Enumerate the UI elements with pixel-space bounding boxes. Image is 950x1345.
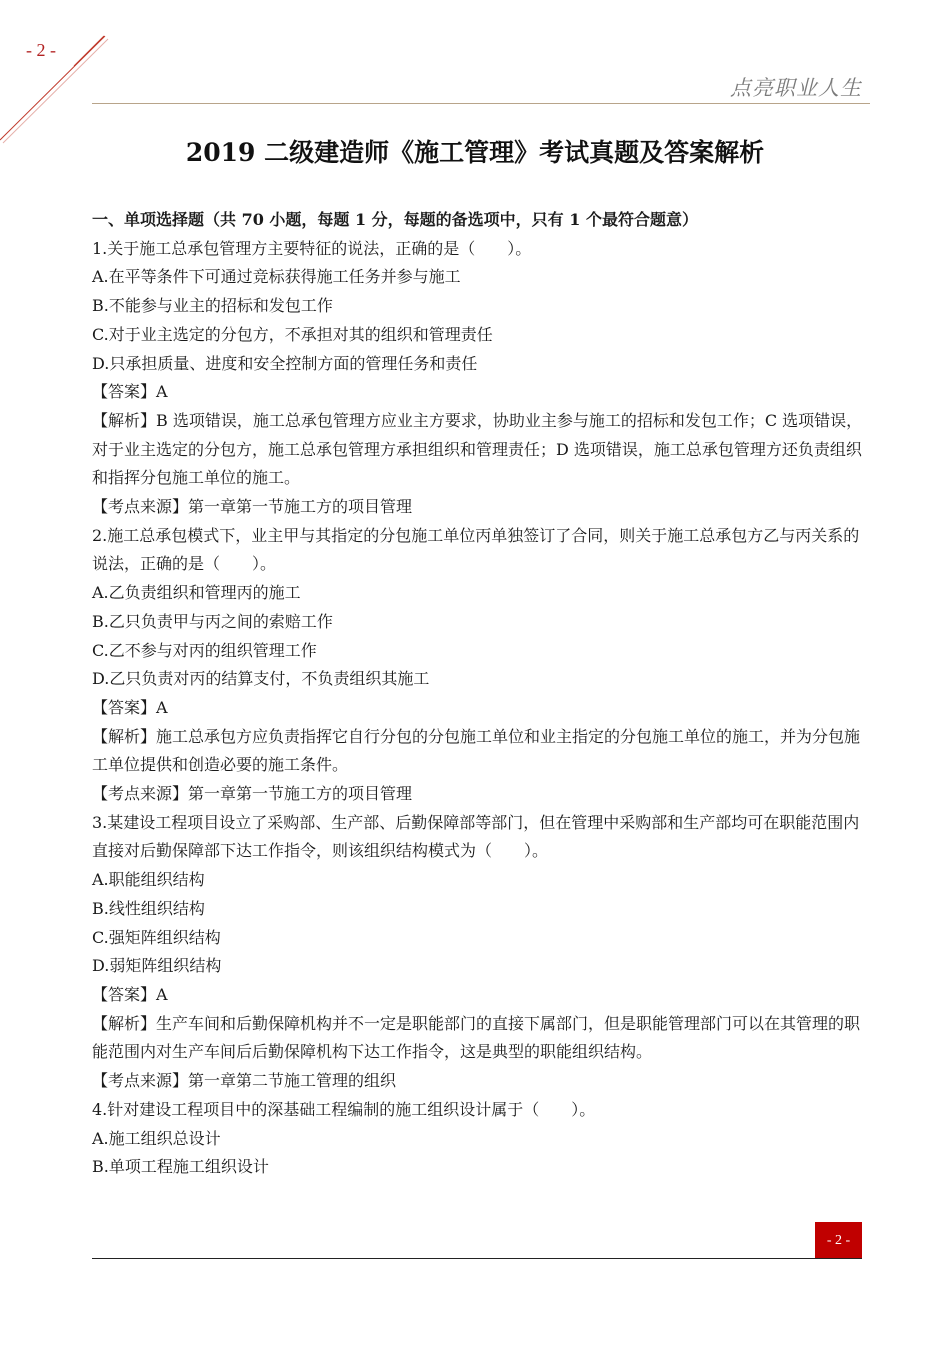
document-body (92, 206, 870, 1182)
document-title: 2019 二级建造师《施工管理》考试真题及答案解析 (185, 138, 765, 167)
question-stem: 4.针对建设工程项目中的深基础工程编制的施工组织设计属于（ ）。 (92, 1099, 596, 1119)
question-1 (92, 235, 870, 522)
question-4 (92, 1096, 870, 1182)
question-source: 【考点来源】第一章第一节施工方的项目管理 (92, 784, 413, 804)
footer-page-number: - 2 - (815, 1222, 862, 1259)
question-option: B.单项工程施工组织设计 (92, 1157, 269, 1177)
question-option: B.线性组织结构 (92, 898, 205, 918)
brand-slogan: 点亮职业人生 (730, 76, 862, 100)
question-option: C.乙不参与对丙的组织管理工作 (92, 640, 317, 660)
question-option: D.弱矩阵组织结构 (92, 956, 222, 976)
header-divider (92, 103, 870, 104)
question-stem: 2.施工总承包模式下，业主甲与其指定的分包施工单位丙单独签订了合同，则关于施工总承包方乙与丙关系的说法，正确的是（ ）。 (92, 525, 860, 574)
question-answer: 【答案】A (92, 382, 168, 402)
question-option: C.对于业主选定的分包方，不承担对其的组织和管理责任 (92, 324, 493, 344)
question-option: C.强矩阵组织结构 (92, 927, 221, 947)
question-analysis: 【解析】施工总承包方应负责指挥它自行分包的分包施工单位和业主指定的分包施工单位的施工，并为分包施工单位提供和创造必要的施工条件。 (92, 726, 861, 775)
question-3 (92, 809, 870, 1096)
question-option: B.不能参与业主的招标和发包工作 (92, 296, 333, 316)
question-option: A.在平等条件下可通过竞标获得施工任务并参与施工 (92, 267, 461, 287)
question-option: B.乙只负责甲与丙之间的索赔工作 (92, 611, 333, 631)
corner-decoration (0, 0, 120, 150)
question-option: A.职能组织结构 (92, 870, 205, 890)
question-source: 【考点来源】第一章第二节施工管理的组织 (92, 1071, 397, 1091)
question-answer: 【答案】A (92, 984, 168, 1004)
section-heading: 一、单项选择题（共 70 小题，每题 1 分，每题的备选项中，只有 1 个最符合题意） (92, 210, 698, 229)
footer-divider (92, 1258, 862, 1259)
question-analysis: 【解析】生产车间和后勤保障机构并不一定是职能部门的直接下属部门，但是职能管理部门可以在其管理的职能范围内对生产车间后后勤保障机构下达工作指令，这是典型的职能组织结构。 (92, 1013, 861, 1062)
question-2 (92, 522, 870, 809)
header-page-number: - 2 - (26, 40, 56, 60)
question-option: A.乙负责组织和管理丙的施工 (92, 583, 301, 603)
question-stem: 1.关于施工总承包管理方主要特征的说法，正确的是（ ）。 (92, 238, 532, 258)
question-stem: 3.某建设工程项目设立了采购部、生产部、后勤保障部等部门，但在管理中采购部和生产部均可在职能范围内直接对后勤保障部下达工作指令，则该组织结构模式为（ ）。 (92, 812, 860, 861)
question-option: D.乙只负责对丙的结算支付，不负责组织其施工 (92, 669, 430, 689)
question-answer: 【答案】A (92, 697, 168, 717)
question-source: 【考点来源】第一章第一节施工方的项目管理 (92, 497, 413, 517)
question-analysis: 【解析】B 选项错误，施工总承包管理方应业主方要求，协助业主参与施工的招标和发包工作；C 选项错误，对于业主选定的分包方，施工总承包管理方承担组织和管理责任；D 选项错误，施工总承包管理方还负责组织和指挥分包施工单位的施工。 (92, 410, 863, 488)
question-option: D.只承担质量、进度和安全控制方面的管理任务和责任 (92, 353, 478, 373)
question-option: A.施工组织总设计 (92, 1128, 221, 1148)
